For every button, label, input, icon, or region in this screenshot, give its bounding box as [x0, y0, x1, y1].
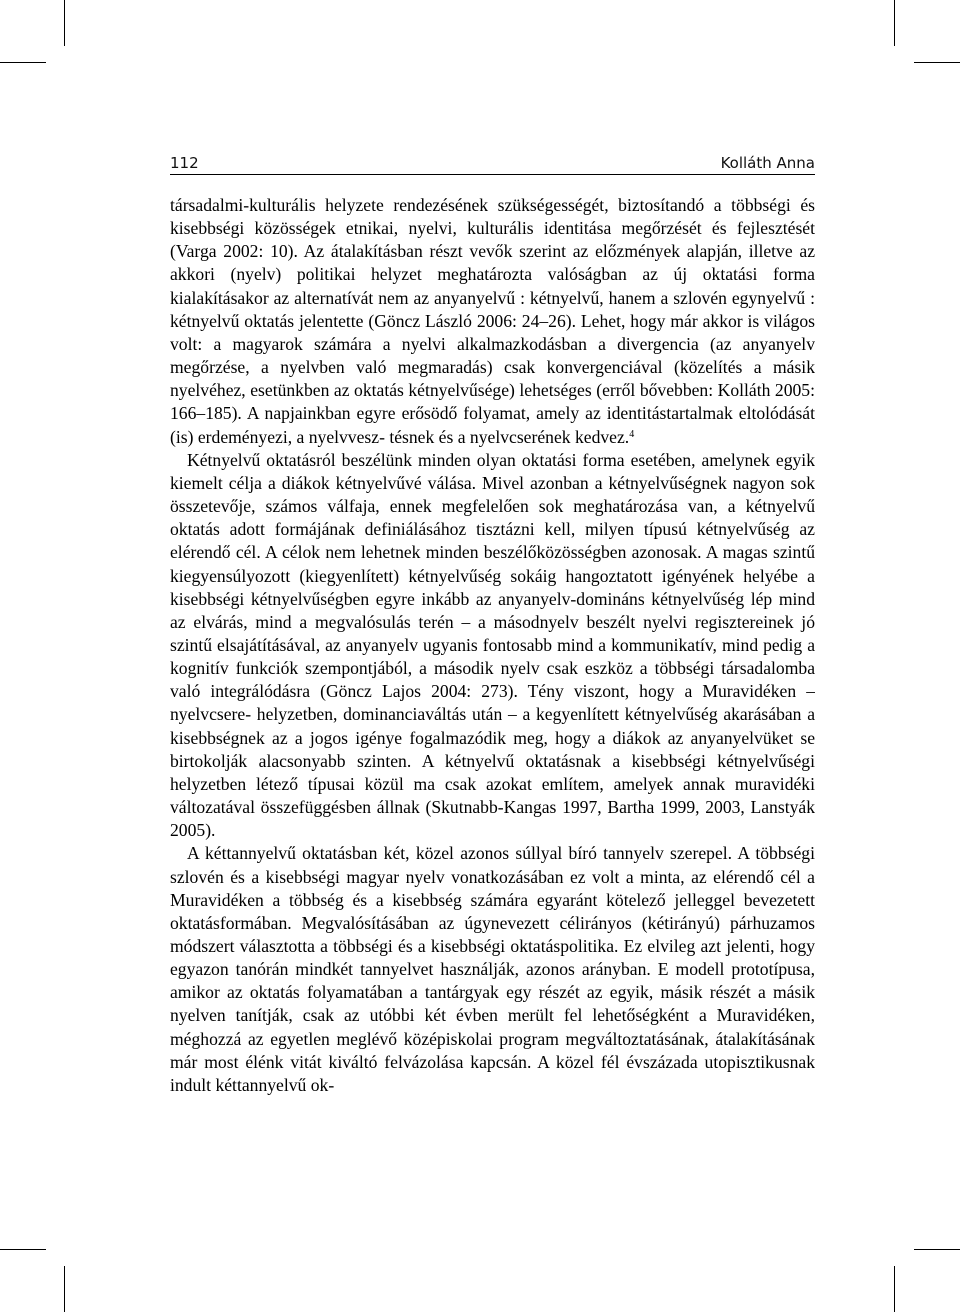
running-header	[170, 150, 815, 174]
crop-mark-top-right-horizontal	[914, 62, 960, 63]
footnote-reference: 4	[629, 428, 635, 440]
paragraph: A kéttannyelvű oktatásban két, közel azonos súllyal bíró tannyelv szerepel. A többségi szlovén és a kisebbségi magyar nyelv vonatkozásában ez volt a minta, az elérendő cél a Muravidéken a többség és a kisebbség számára egyaránt kötelező jelleggel bevezetett oktatásformában. Megvalósításában az úgynevezett célirányos (kétirányú) párhuzamos módszert választotta a többségi és a kisebbségi oktatáspolitika. Ez elvileg azt jelenti, hogy egyazon tanórán mindkét tannyelvet használják, azonos arányban. E modell prototípusa, amikor az oktatás folyamatában a tantárgyak egy részét az egyik, másik részét a másik nyelven tanítják, csak az utóbbi két évben merült fel lehetőségként a Muravidéken, méghozzá az egyetlen meglévő középiskolai program megváltoztatásának, átalakításának már most élénk vitát kiváltó felvázolása kapcsán. A közel fél évszázada utopisztikusnak indult kéttannyelvű ok-	[170, 843, 815, 1095]
crop-mark-top-right-vertical	[894, 0, 895, 46]
crop-mark-bottom-left-vertical	[64, 1266, 65, 1312]
paragraph-text: társadalmi-kulturális helyzete rendezésének szükségességét, biztosítandó a többségi és kisebbségi közösségek etnikai, nyelvi, kulturális identitása megőrzését és fejlesztését (Varga 2002: 10). Az átalakításban részt vevők szerint az előzmények alapján, illetve az akkori (nyelv) politikai helyzet meghatározta valóságban az új oktatási forma kialakításakor az alternatívát nem az anyanyelvű : kétnyelvű, hanem a szlovén egynyelvű : kétnyelvű oktatás jelentette (Göncz László 2006: 24–26). Lehet, hogy már akkor is világos volt: a magyarok számára a nyelvi alkalmazkodásban a divergencia (az anyanyelv megőrzése, a nyelvben való megmaradás) csak konvergenciával (közelítés a másik nyelvéhez, esetünkben az oktatás kétnyelvűsége) lehetséges (erről bővebben: Kolláth 2005: 166–185). A napjainkban egyre erősödő folyamat, amely az identitástartalmak eltolódását (is) erdeményezi, a nyelvvesz- tésnek és a nyelvcserének kedvez.	[170, 195, 815, 447]
body-text	[170, 194, 815, 1114]
paragraph-continuation	[170, 194, 815, 449]
running-author: Kolláth Anna	[720, 154, 815, 172]
crop-mark-top-left-vertical	[64, 0, 65, 46]
paragraph: Kétnyelvű oktatásról beszélünk minden olyan oktatási forma esetében, amelynek egyik kiemelt célja a diákok kétnyelvűvé válása. Mivel azonban a kétnyelvűségnek nagyon sok összetevője, számos válfaja, ennek megfelelően sok meghatározása van, a kétnyelvű oktatás adott formájának definiálásához tisztázni kell, milyen típusú kétnyelvűség az elérendő cél. A célok nem lehetnek minden beszélőközösségben azonosak. A magas szintű kiegyensúlyozott (kiegyenlített) kétnyelvűség sokáig hangoztatott igényének helyébe a kisebbségi kétnyelvűségben egyre inkább az anyanyelv-domináns kétnyelvűség lép mind az elvárás, mind a megvalósulás terén – a másodnyelv beszélt nyelvi regisztereinek jó szintű elsajátításával, az anyanyelv ugyanis fontosabb mind a kommunikatív, mind pedig a kognitív funkciók szempontjából, a második nyelv csak eszköz a többségi társadalomba való integrálódásra (Göncz Lajos 2004: 273). Tény viszont, hogy a Muravidéken – nyelvcsere- helyzetben, dominanciaváltás után – a kegyenlített kétnyelvűség akarásában a kisebbségnek az a jogos igénye fogalmazódik meg, hogy a diákok az anyanyelvüket se birtokolják alacsonyabb szinten. A kétnyelvű oktatásnak a kisebbségi kétnyelvűségi helyzetben létező típusai közül ma csak azokat említem, amelyek annak muravidéki változatával összefüggésben állnak (Skutnabb-Kangas 1997, Bartha 1999, 2003, Lanstyák 2005).	[170, 449, 815, 841]
crop-mark-bottom-left-horizontal	[0, 1249, 46, 1250]
crop-mark-bottom-right-horizontal	[914, 1249, 960, 1250]
crop-mark-bottom-right-vertical	[894, 1266, 895, 1312]
crop-mark-top-left-horizontal	[0, 62, 46, 63]
header-rule	[170, 174, 815, 175]
page-number: 112	[170, 154, 199, 172]
